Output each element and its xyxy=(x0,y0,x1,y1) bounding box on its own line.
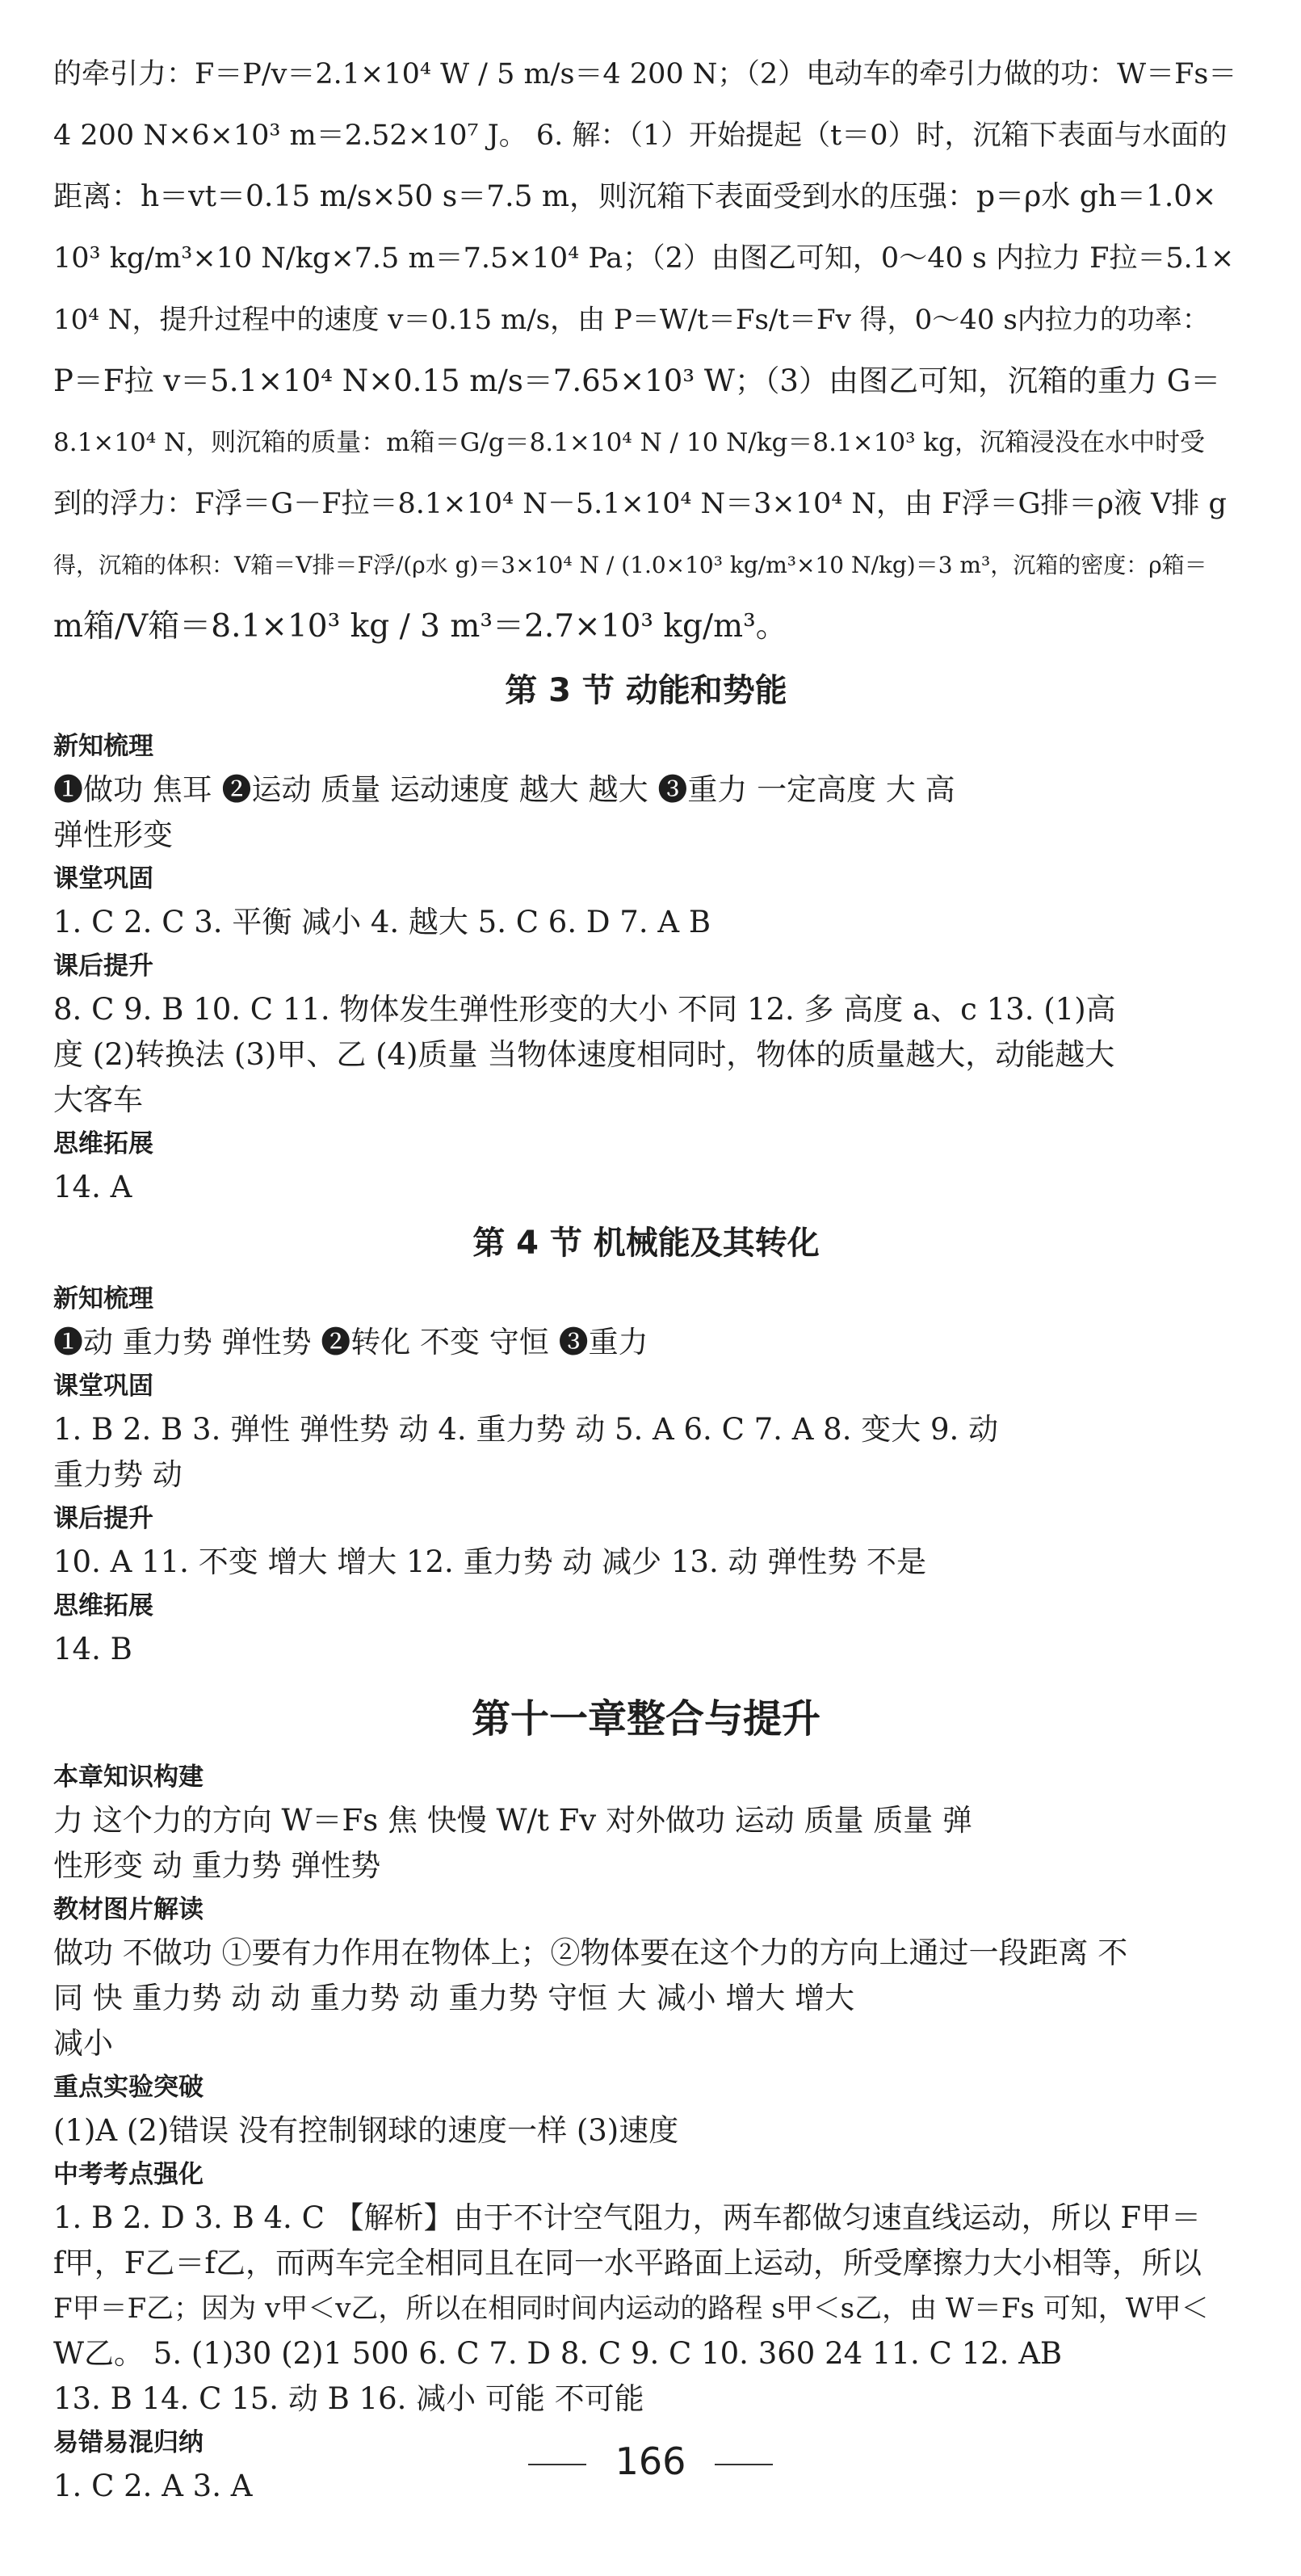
answer-line: 做功 不做功 ①要有力作用在物体上；②物体要在这个力的方向上通过一段距离 不 xyxy=(53,1935,1128,1970)
text-line: 的牵引力：F＝P/v＝2.1×10⁴ W / 5 m/s＝4 200 N；（2）电动车的牵引力做的功：W＝Fs＝ xyxy=(53,58,1237,90)
page-number: 166 xyxy=(615,2439,686,2483)
answer-line: 1. B 2. D 3. B 4. C 【解析】由于不计空气阻力，两车都做匀速直线运动，所以 F甲＝ xyxy=(53,2200,1202,2235)
subsection-label: 思维拓展 xyxy=(53,1129,153,1158)
answer-line: 1. B 2. B 3. 弹性 弹性势 动 4. 重力势 动 5. A 6. C 7. A 8. 变大 9. 动 xyxy=(53,1412,999,1447)
answer-line: 14. B xyxy=(53,1632,132,1666)
answer-line: f甲，F乙＝f乙，而两车完全相同且在同一水平路面上运动，所受摩擦力大小相等，所以 xyxy=(53,2246,1202,2280)
answer-line: 8. C 9. B 10. C 11. 物体发生弹性形变的大小 不同 12. 多 高度 a、c 13. (1)高 xyxy=(53,992,1116,1027)
answer-line: 14. A xyxy=(53,1170,132,1204)
subsection-label: 课堂巩固 xyxy=(53,1372,153,1401)
answer-line: 弹性形变 xyxy=(53,817,173,852)
section-4-title: 第 4 节 机械能及其转化 xyxy=(472,1225,820,1262)
answer-line: 大客车 xyxy=(53,1082,143,1117)
answer-line: ❶动 重力势 弹性势 ❷转化 不变 守恒 ❸重力 xyxy=(53,1325,648,1359)
footer-dash-right xyxy=(715,2464,773,2465)
answer-line: 10. A 11. 不变 增大 增大 12. 重力势 动 减少 13. 动 弹性势 不是 xyxy=(53,1544,926,1579)
answer-line: ❶做功 焦耳 ❷运动 质量 运动速度 越大 越大 ❸重力 一定高度 大 高 xyxy=(53,772,955,807)
answer-line: 13. B 14. C 15. 动 B 16. 减小 可能 不可能 xyxy=(53,2381,644,2416)
subsection-label: 新知梳理 xyxy=(53,1284,153,1313)
subsection-label: 思维拓展 xyxy=(53,1591,153,1620)
text-line: 距离：h＝vt＝0.15 m/s×50 s＝7.5 m，则沉箱下表面受到水的压强：p＝ρ水 gh＝1.0× xyxy=(53,180,1217,213)
answer-line: F甲＝F乙；因为 v甲＜v乙，所以在相同时间内运动的路程 s甲＜s乙，由 W＝Fs 可知，W甲＜ xyxy=(53,2292,1209,2325)
answer-line: 1. C 2. A 3. A xyxy=(53,2469,253,2503)
subsection-label: 课后提升 xyxy=(53,1504,153,1533)
subsection-label: 重点实验突破 xyxy=(53,2073,204,2102)
answer-line: (1)A (2)错误 没有控制钢球的速度一样 (3)速度 xyxy=(53,2113,679,2148)
answer-line: 度 (2)转换法 (3)甲、乙 (4)质量 当物体速度相同时，物体的质量越大，动能越大 xyxy=(53,1037,1115,1072)
answer-line: 重力势 动 xyxy=(53,1457,183,1492)
answer-line: 减小 xyxy=(53,2026,113,2061)
subsection-label: 教材图片解读 xyxy=(53,1895,204,1924)
text-line: P＝F拉 v＝5.1×10⁴ N×0.15 m/s＝7.65×10³ W；（3）由图乙可知，沉箱的重力 G＝ xyxy=(53,363,1221,398)
answer-line: W乙。 5. (1)30 (2)1 500 6. C 7. D 8. C 9. C 10. 360 24 11. C 12. AB xyxy=(53,2336,1063,2371)
answer-line: 性形变 动 重力势 弹性势 xyxy=(53,1848,381,1883)
answer-line: 力 这个力的方向 W＝Fs 焦 快慢 W/t Fv 对外做功 运动 质量 质量 弹 xyxy=(53,1803,973,1838)
subsection-label: 课后提升 xyxy=(53,952,153,981)
text-line: 到的浮力：F浮＝G－F拉＝8.1×10⁴ N－5.1×10⁴ N＝3×10⁴ N，由 F浮＝G排＝ρ液 V排 g xyxy=(53,488,1227,520)
subsection-label: 中考考点强化 xyxy=(53,2160,204,2189)
chapter-title: 第十一章整合与提升 xyxy=(471,1696,820,1742)
page-footer xyxy=(0,2439,1301,2483)
subsection-label: 课堂巩固 xyxy=(53,864,153,893)
subsection-label: 新知梳理 xyxy=(53,732,153,761)
footer-dash-left xyxy=(528,2464,586,2465)
text-line: 得，沉箱的体积：V箱＝V排＝F浮/(ρ水 g)＝3×10⁴ N / (1.0×10³ kg/m³×10 N/kg)＝3 m³，沉箱的密度：ρ箱＝ xyxy=(53,552,1207,578)
answer-line: 1. C 2. C 3. 平衡 减小 4. 越大 5. C 6. D 7. A B xyxy=(53,905,711,939)
subsection-label: 本章知识构建 xyxy=(53,1763,204,1792)
text-line: 10³ kg/m³×10 N/kg×7.5 m＝7.5×10⁴ Pa；（2）由图乙可知，0～40 s 内拉力 F拉＝5.1× xyxy=(53,242,1235,275)
text-line: 4 200 N×6×10³ m＝2.52×10⁷ J。 6. 解：（1）开始提起（t＝0）时，沉箱下表面与水面的 xyxy=(53,120,1228,152)
section-3-title: 第 3 节 动能和势能 xyxy=(505,672,787,709)
intro-solution xyxy=(53,44,1239,658)
answer-line: 同 快 重力势 动 动 重力势 动 重力势 守恒 大 减小 增大 增大 xyxy=(53,1981,855,2015)
text-line: 10⁴ N，提升过程中的速度 v＝0.15 m/s，由 P＝W/t＝Fs/t＝Fv 得，0～40 s内拉力的功率： xyxy=(53,304,1210,336)
text-line: m箱/V箱＝8.1×10³ kg / 3 m³＝2.7×10³ kg/m³。 xyxy=(53,608,787,645)
subsection-label: 易错易混归纳 xyxy=(53,2428,204,2457)
text-line: 8.1×10⁴ N，则沉箱的质量：m箱＝G/g＝8.1×10⁴ N / 10 N/kg＝8.1×10³ kg，沉箱浸没在水中时受 xyxy=(53,428,1205,457)
page-content xyxy=(53,44,1239,2509)
